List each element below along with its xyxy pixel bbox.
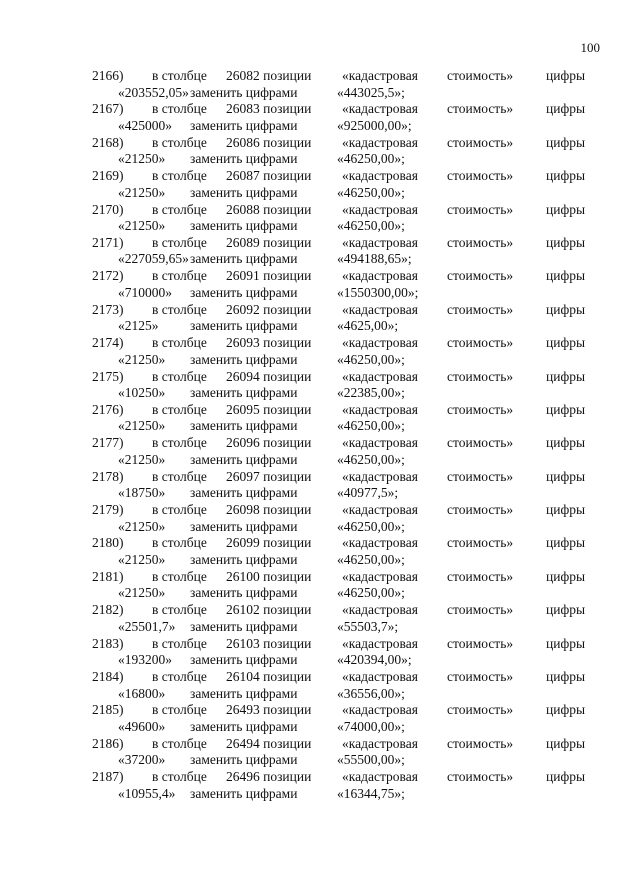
entry-number: 2173) — [92, 301, 124, 317]
entry-line-1 — [0, 135, 640, 151]
entry-line-2 — [0, 151, 640, 167]
in-column-label: в столбце — [152, 568, 207, 584]
amendment-entry — [0, 135, 640, 168]
replace-label: заменить цифрами — [190, 752, 298, 768]
new-value: «22385,00»; — [337, 385, 405, 401]
new-value: «46250,00»; — [337, 451, 405, 467]
amendment-entry — [0, 636, 640, 669]
amendment-entry — [0, 535, 640, 568]
value-label: стоимость» — [447, 301, 514, 317]
in-column-label: в столбце — [152, 301, 207, 317]
digits-label: цифры — [546, 435, 586, 451]
amendment-entry — [0, 502, 640, 535]
page-number: 100 — [580, 40, 600, 55]
new-value: «74000,00»; — [337, 718, 405, 734]
digits-label: цифры — [546, 335, 586, 351]
replace-label: заменить цифрами — [190, 251, 298, 267]
amendment-entry — [0, 302, 640, 335]
cadastral-label: «кадастровая — [342, 101, 418, 117]
column-number: 26091 позиции — [226, 268, 312, 284]
value-label: стоимость» — [447, 335, 514, 351]
old-value: «49600» — [118, 718, 166, 734]
in-column-label: в столбце — [152, 669, 207, 685]
entry-line-2 — [0, 352, 640, 368]
entry-number: 2179) — [92, 502, 124, 518]
entry-line-2 — [0, 519, 640, 535]
replace-label: заменить цифрами — [190, 351, 298, 367]
column-number: 26087 позиции — [226, 168, 312, 184]
old-value: «16800» — [118, 685, 166, 701]
new-value: «925000,00»; — [337, 117, 412, 133]
replace-label: заменить цифрами — [190, 184, 298, 200]
new-value: «1550300,00»; — [337, 284, 419, 300]
entry-line-1 — [0, 569, 640, 585]
cadastral-label: «кадастровая — [342, 201, 418, 217]
digits-label: цифры — [546, 168, 586, 184]
old-value: «2125» — [118, 318, 159, 334]
column-number: 26093 позиции — [226, 335, 312, 351]
new-value: «4625,00»; — [337, 318, 399, 334]
cadastral-label: «кадастровая — [342, 335, 418, 351]
entry-line-2 — [0, 752, 640, 768]
entry-line-1 — [0, 602, 640, 618]
amendment-entry — [0, 669, 640, 702]
column-number: 26094 позиции — [226, 368, 312, 384]
in-column-label: в столбце — [152, 635, 207, 651]
column-number: 26494 позиции — [226, 735, 312, 751]
column-number: 26083 позиции — [226, 101, 312, 117]
old-value: «710000» — [118, 284, 172, 300]
value-label: стоимость» — [447, 234, 514, 250]
replace-label: заменить цифрами — [190, 218, 298, 234]
value-label: стоимость» — [447, 101, 514, 117]
replace-label: заменить цифрами — [190, 585, 298, 601]
digits-label: цифры — [546, 234, 586, 250]
value-label: стоимость» — [447, 435, 514, 451]
entry-line-1 — [0, 235, 640, 251]
entry-number: 2174) — [92, 335, 124, 351]
in-column-label: в столбце — [152, 435, 207, 451]
digits-label: цифры — [546, 201, 586, 217]
new-value: «36556,00»; — [337, 685, 405, 701]
digits-label: цифры — [546, 535, 586, 551]
entry-line-1 — [0, 335, 640, 351]
old-value: «193200» — [118, 652, 172, 668]
amendment-entry — [0, 769, 640, 802]
old-value: «21250» — [118, 518, 166, 534]
column-number: 26103 позиции — [226, 635, 312, 651]
replace-label: заменить цифрами — [190, 718, 298, 734]
entry-line-1 — [0, 302, 640, 318]
column-number: 26088 позиции — [226, 201, 312, 217]
amendment-entry — [0, 235, 640, 268]
entry-line-2 — [0, 251, 640, 267]
cadastral-label: «кадастровая — [342, 268, 418, 284]
entry-number: 2180) — [92, 535, 124, 551]
cadastral-label: «кадастровая — [342, 168, 418, 184]
old-value: «10250» — [118, 385, 166, 401]
column-number: 26100 позиции — [226, 568, 312, 584]
cadastral-label: «кадастровая — [342, 502, 418, 518]
value-label: стоимость» — [447, 134, 514, 150]
in-column-label: в столбце — [152, 134, 207, 150]
digits-label: цифры — [546, 368, 586, 384]
old-value: «21250» — [118, 551, 166, 567]
cadastral-label: «кадастровая — [342, 134, 418, 150]
new-value: «55503,7»; — [337, 618, 399, 634]
in-column-label: в столбце — [152, 234, 207, 250]
replace-label: заменить цифрами — [190, 84, 298, 100]
digits-label: цифры — [546, 702, 586, 718]
entry-line-2 — [0, 652, 640, 668]
entry-line-1 — [0, 702, 640, 718]
new-value: «46250,00»; — [337, 551, 405, 567]
entry-line-2 — [0, 385, 640, 401]
cadastral-label: «кадастровая — [342, 301, 418, 317]
entry-line-2 — [0, 719, 640, 735]
entry-number: 2172) — [92, 268, 124, 284]
entry-line-2 — [0, 218, 640, 234]
cadastral-label: «кадастровая — [342, 234, 418, 250]
column-number: 26098 позиции — [226, 502, 312, 518]
in-column-label: в столбце — [152, 735, 207, 751]
new-value: «420394,00»; — [337, 652, 412, 668]
digits-label: цифры — [546, 635, 586, 651]
value-label: стоимость» — [447, 669, 514, 685]
digits-label: цифры — [546, 401, 586, 417]
in-column-label: в столбце — [152, 535, 207, 551]
entry-line-1 — [0, 168, 640, 184]
entry-line-2 — [0, 418, 640, 434]
amendment-entry — [0, 435, 640, 468]
new-value: «40977,5»; — [337, 485, 399, 501]
replace-label: заменить цифрами — [190, 551, 298, 567]
replace-label: заменить цифрами — [190, 485, 298, 501]
column-number: 26102 позиции — [226, 602, 312, 618]
entry-line-2 — [0, 285, 640, 301]
column-number: 26104 позиции — [226, 669, 312, 685]
cadastral-label: «кадастровая — [342, 535, 418, 551]
entry-line-1 — [0, 402, 640, 418]
entry-number: 2181) — [92, 568, 124, 584]
entry-number: 2171) — [92, 234, 124, 250]
replace-label: заменить цифрами — [190, 284, 298, 300]
amendment-entry — [0, 736, 640, 769]
amendment-entry — [0, 268, 640, 301]
value-label: стоимость» — [447, 401, 514, 417]
in-column-label: в столбце — [152, 368, 207, 384]
entry-number: 2183) — [92, 635, 124, 651]
cadastral-label: «кадастровая — [342, 702, 418, 718]
entry-line-1 — [0, 769, 640, 785]
in-column-label: в столбце — [152, 335, 207, 351]
amendment-entry — [0, 469, 640, 502]
amendment-entry — [0, 602, 640, 635]
new-value: «16344,75»; — [337, 785, 405, 801]
entry-number: 2166) — [92, 68, 124, 83]
amendment-entry — [0, 569, 640, 602]
column-number: 26089 позиции — [226, 234, 312, 250]
amendment-entry — [0, 369, 640, 402]
replace-label: заменить цифрами — [190, 518, 298, 534]
in-column-label: в столбце — [152, 468, 207, 484]
old-value: «425000» — [118, 117, 172, 133]
digits-label: цифры — [546, 134, 586, 150]
digits-label: цифры — [546, 301, 586, 317]
amendment-entry — [0, 402, 640, 435]
entry-line-1 — [0, 101, 640, 117]
entry-line-1 — [0, 68, 640, 84]
new-value: «46250,00»; — [337, 351, 405, 367]
replace-label: заменить цифрами — [190, 618, 298, 634]
amendment-entry — [0, 202, 640, 235]
new-value: «46250,00»; — [337, 518, 405, 534]
entry-number: 2169) — [92, 168, 124, 184]
entry-line-2 — [0, 619, 640, 635]
in-column-label: в столбце — [152, 201, 207, 217]
column-number: 26099 позиции — [226, 535, 312, 551]
replace-label: заменить цифрами — [190, 785, 298, 801]
entry-number: 2185) — [92, 702, 124, 718]
entry-line-1 — [0, 636, 640, 652]
in-column-label: в столбце — [152, 769, 207, 785]
entry-line-1 — [0, 435, 640, 451]
digits-label: цифры — [546, 502, 586, 518]
old-value: «21250» — [118, 351, 166, 367]
old-value: «203552,05» — [118, 84, 189, 100]
amendment-entry — [0, 335, 640, 368]
entry-line-1 — [0, 268, 640, 284]
column-number: 26095 позиции — [226, 401, 312, 417]
entry-line-1 — [0, 469, 640, 485]
entry-line-2 — [0, 452, 640, 468]
value-label: стоимость» — [447, 268, 514, 284]
replace-label: заменить цифрами — [190, 318, 298, 334]
entry-line-1 — [0, 502, 640, 518]
old-value: «21250» — [118, 585, 166, 601]
entry-number: 2177) — [92, 435, 124, 451]
new-value: «46250,00»; — [337, 418, 405, 434]
value-label: стоимость» — [447, 635, 514, 651]
in-column-label: в столбце — [152, 68, 207, 83]
value-label: стоимость» — [447, 769, 514, 785]
amendment-entry — [0, 702, 640, 735]
entry-line-1 — [0, 202, 640, 218]
value-label: стоимость» — [447, 602, 514, 618]
old-value: «21250» — [118, 451, 166, 467]
digits-label: цифры — [546, 568, 586, 584]
value-label: стоимость» — [447, 568, 514, 584]
old-value: «25501,7» — [118, 618, 176, 634]
entry-line-2 — [0, 786, 640, 802]
replace-label: заменить цифрами — [190, 117, 298, 133]
amendment-entry — [0, 68, 640, 101]
new-value: «55500,00»; — [337, 752, 405, 768]
entry-number: 2167) — [92, 101, 124, 117]
column-number: 26097 позиции — [226, 468, 312, 484]
in-column-label: в столбце — [152, 168, 207, 184]
digits-label: цифры — [546, 101, 586, 117]
old-value: «21250» — [118, 151, 166, 167]
entry-number: 2184) — [92, 669, 124, 685]
column-number: 26493 позиции — [226, 702, 312, 718]
old-value: «21250» — [118, 218, 166, 234]
entry-number: 2176) — [92, 401, 124, 417]
replace-label: заменить цифрами — [190, 652, 298, 668]
new-value: «46250,00»; — [337, 585, 405, 601]
entry-line-2 — [0, 552, 640, 568]
entry-number: 2170) — [92, 201, 124, 217]
entry-line-2 — [0, 118, 640, 134]
amendment-entry — [0, 168, 640, 201]
column-number: 26082 позиции — [226, 68, 312, 83]
replace-label: заменить цифрами — [190, 151, 298, 167]
in-column-label: в столбце — [152, 602, 207, 618]
value-label: стоимость» — [447, 368, 514, 384]
entry-line-2 — [0, 585, 640, 601]
entry-number: 2182) — [92, 602, 124, 618]
old-value: «10955,4» — [118, 785, 176, 801]
cadastral-label: «кадастровая — [342, 468, 418, 484]
column-number: 26096 позиции — [226, 435, 312, 451]
value-label: стоимость» — [447, 168, 514, 184]
entry-line-2 — [0, 686, 640, 702]
in-column-label: в столбце — [152, 702, 207, 718]
entry-number: 2178) — [92, 468, 124, 484]
entry-line-1 — [0, 535, 640, 551]
entry-number: 2187) — [92, 769, 124, 785]
entry-line-1 — [0, 669, 640, 685]
in-column-label: в столбце — [152, 401, 207, 417]
entry-number: 2186) — [92, 735, 124, 751]
entry-line-1 — [0, 369, 640, 385]
replace-label: заменить цифрами — [190, 418, 298, 434]
new-value: «494188,65»; — [337, 251, 412, 267]
digits-label: цифры — [546, 468, 586, 484]
cadastral-label: «кадастровая — [342, 735, 418, 751]
digits-label: цифры — [546, 602, 586, 618]
entry-line-2 — [0, 485, 640, 501]
cadastral-label: «кадастровая — [342, 401, 418, 417]
cadastral-label: «кадастровая — [342, 68, 418, 83]
value-label: стоимость» — [447, 201, 514, 217]
cadastral-label: «кадастровая — [342, 635, 418, 651]
value-label: стоимость» — [447, 468, 514, 484]
digits-label: цифры — [546, 68, 586, 83]
digits-label: цифры — [546, 268, 586, 284]
entry-line-1 — [0, 736, 640, 752]
new-value: «46250,00»; — [337, 218, 405, 234]
cadastral-label: «кадастровая — [342, 435, 418, 451]
value-label: стоимость» — [447, 735, 514, 751]
old-value: «227059,65» — [118, 251, 189, 267]
amendment-list — [0, 68, 640, 803]
column-number: 26496 позиции — [226, 769, 312, 785]
digits-label: цифры — [546, 735, 586, 751]
cadastral-label: «кадастровая — [342, 602, 418, 618]
amendment-entry — [0, 101, 640, 134]
replace-label: заменить цифрами — [190, 685, 298, 701]
cadastral-label: «кадастровая — [342, 669, 418, 685]
cadastral-label: «кадастровая — [342, 568, 418, 584]
in-column-label: в столбце — [152, 502, 207, 518]
old-value: «18750» — [118, 485, 166, 501]
column-number: 26086 позиции — [226, 134, 312, 150]
value-label: стоимость» — [447, 702, 514, 718]
digits-label: цифры — [546, 669, 586, 685]
digits-label: цифры — [546, 769, 586, 785]
cadastral-label: «кадастровая — [342, 368, 418, 384]
entry-number: 2175) — [92, 368, 124, 384]
cadastral-label: «кадастровая — [342, 769, 418, 785]
old-value: «21250» — [118, 418, 166, 434]
value-label: стоимость» — [447, 68, 514, 83]
entry-line-2 — [0, 318, 640, 334]
old-value: «21250» — [118, 184, 166, 200]
in-column-label: в столбце — [152, 268, 207, 284]
entry-line-2 — [0, 185, 640, 201]
value-label: стоимость» — [447, 535, 514, 551]
in-column-label: в столбце — [152, 101, 207, 117]
replace-label: заменить цифрами — [190, 385, 298, 401]
new-value: «46250,00»; — [337, 184, 405, 200]
entry-number: 2168) — [92, 134, 124, 150]
new-value: «46250,00»; — [337, 151, 405, 167]
value-label: стоимость» — [447, 502, 514, 518]
old-value: «37200» — [118, 752, 166, 768]
replace-label: заменить цифрами — [190, 451, 298, 467]
column-number: 26092 позиции — [226, 301, 312, 317]
entry-line-2 — [0, 85, 640, 101]
new-value: «443025,5»; — [337, 84, 405, 100]
